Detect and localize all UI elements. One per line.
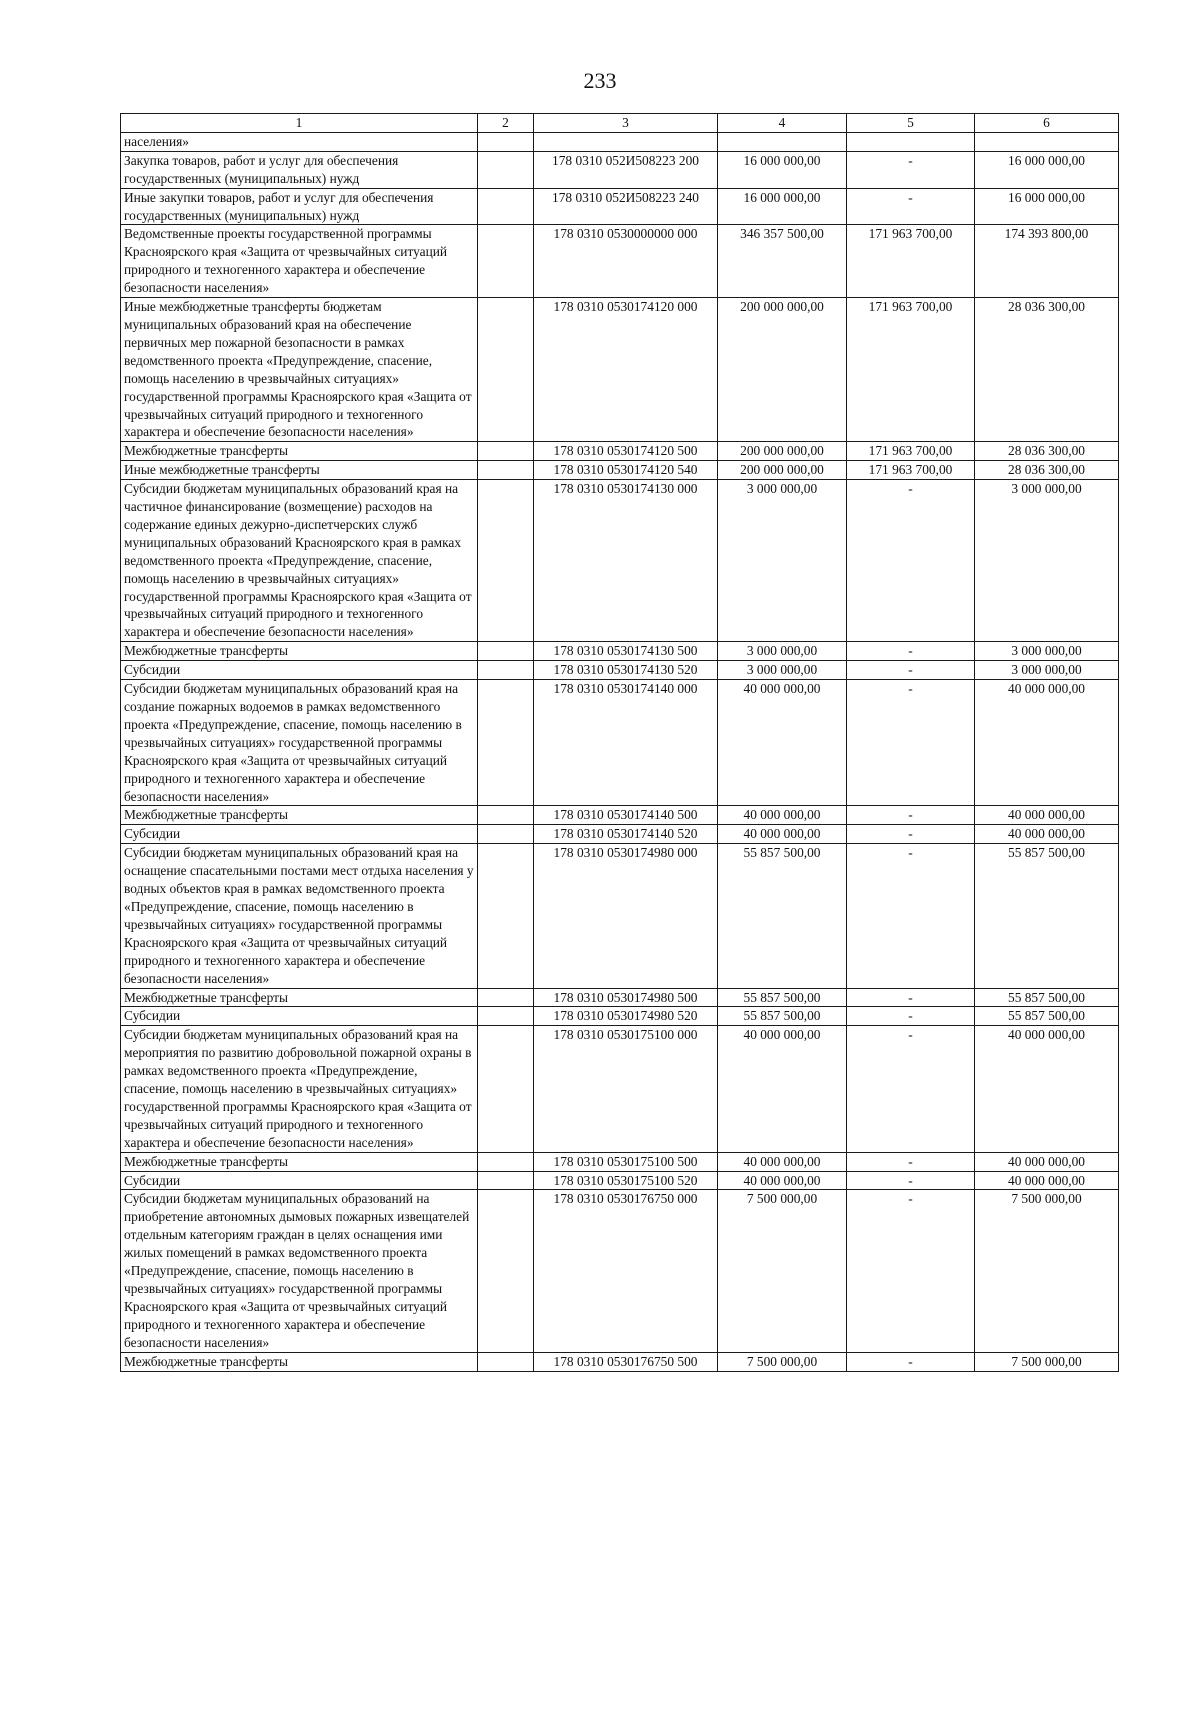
- row-col2-cell: [478, 844, 534, 988]
- row-col2-cell: [478, 298, 534, 442]
- col-header-2: 2: [478, 114, 534, 133]
- table-row: [121, 298, 1119, 442]
- row-value6-cell: 28 036 300,00: [975, 442, 1119, 461]
- row-value4-cell: 3 000 000,00: [718, 661, 847, 680]
- row-name-cell: Межбюджетные трансферты: [121, 988, 478, 1007]
- row-col2-cell: [478, 642, 534, 661]
- row-code-cell: 178 0310 0530174130 500: [534, 642, 718, 661]
- row-value6-cell: 3 000 000,00: [975, 642, 1119, 661]
- row-name-cell: Субсидии: [121, 825, 478, 844]
- table-row: [121, 1026, 1119, 1152]
- row-code-cell: 178 0310 0530175100 500: [534, 1152, 718, 1171]
- row-value5-cell: -: [847, 806, 975, 825]
- row-value5-cell: -: [847, 844, 975, 988]
- row-name-cell: населения»: [121, 132, 478, 151]
- row-value5-cell: -: [847, 188, 975, 225]
- row-name-cell: Субсидии: [121, 661, 478, 680]
- row-value4-cell: 55 857 500,00: [718, 988, 847, 1007]
- header-row: [121, 114, 1119, 133]
- row-value4-cell: 40 000 000,00: [718, 680, 847, 806]
- row-value4-cell: 16 000 000,00: [718, 188, 847, 225]
- row-value4-cell: [718, 132, 847, 151]
- row-name-cell: Субсидии бюджетам муниципальных образований края на создание пожарных водоемов в рамках ведомственного проекта «Предупреждение, спасение, помощь населению в чрезвычайных ситуациях» государственной программы Красноярского края «Защита от чрезвычайных ситуаций природного и техногенного характера и обеспечение безопасности населения»: [121, 680, 478, 806]
- row-value5-cell: 171 963 700,00: [847, 461, 975, 480]
- row-code-cell: 178 0310 0530174140 520: [534, 825, 718, 844]
- row-code-cell: 178 0310 0530174130 000: [534, 480, 718, 642]
- row-code-cell: 178 0310 052И508223 200: [534, 151, 718, 188]
- row-code-cell: 178 0310 0530174120 500: [534, 442, 718, 461]
- row-value5-cell: -: [847, 642, 975, 661]
- col-header-5: 5: [847, 114, 975, 133]
- row-value6-cell: 55 857 500,00: [975, 988, 1119, 1007]
- row-name-cell: Субсидии: [121, 1007, 478, 1026]
- row-code-cell: 178 0310 0530175100 520: [534, 1171, 718, 1190]
- table-row: [121, 442, 1119, 461]
- row-value5-cell: 171 963 700,00: [847, 225, 975, 298]
- row-value5-cell: -: [847, 680, 975, 806]
- row-value4-cell: 200 000 000,00: [718, 442, 847, 461]
- row-code-cell: 178 0310 0530174130 520: [534, 661, 718, 680]
- page-number: 233: [583, 68, 617, 93]
- row-value4-cell: 40 000 000,00: [718, 825, 847, 844]
- row-value6-cell: 16 000 000,00: [975, 151, 1119, 188]
- row-value5-cell: -: [847, 1152, 975, 1171]
- row-code-cell: 178 0310 0530174120 540: [534, 461, 718, 480]
- table-row: [121, 151, 1119, 188]
- row-name-cell: Межбюджетные трансферты: [121, 1352, 478, 1371]
- row-name-cell: Межбюджетные трансферты: [121, 806, 478, 825]
- table-row: [121, 680, 1119, 806]
- row-value4-cell: 40 000 000,00: [718, 1171, 847, 1190]
- row-value5-cell: -: [847, 1190, 975, 1352]
- row-value5-cell: -: [847, 1352, 975, 1371]
- row-value5-cell: -: [847, 1171, 975, 1190]
- table-row: [121, 188, 1119, 225]
- row-col2-cell: [478, 988, 534, 1007]
- row-value4-cell: 40 000 000,00: [718, 806, 847, 825]
- table-row: [121, 988, 1119, 1007]
- row-value4-cell: 3 000 000,00: [718, 480, 847, 642]
- row-value6-cell: 40 000 000,00: [975, 680, 1119, 806]
- row-name-cell: Иные межбюджетные трансферты бюджетам муниципальных образований края на обеспечение первичных мер пожарной безопасности в рамках ведомственного проекта «Предупреждение, спасение, помощь населению в чрезвычайных ситуациях» государственной программы Красноярского края «Защита от чрезвычайных ситуаций природного и техногенного характера и обеспечение безопасности населения»: [121, 298, 478, 442]
- row-code-cell: 178 0310 0530174980 520: [534, 1007, 718, 1026]
- row-value6-cell: 7 500 000,00: [975, 1352, 1119, 1371]
- row-code-cell: 178 0310 0530175100 000: [534, 1026, 718, 1152]
- row-col2-cell: [478, 188, 534, 225]
- table-row: [121, 1152, 1119, 1171]
- row-value5-cell: -: [847, 661, 975, 680]
- row-col2-cell: [478, 680, 534, 806]
- table-row: [121, 806, 1119, 825]
- row-code-cell: 178 0310 0530174980 000: [534, 844, 718, 988]
- table-row: [121, 1171, 1119, 1190]
- row-value6-cell: 55 857 500,00: [975, 844, 1119, 988]
- row-col2-cell: [478, 825, 534, 844]
- table-body: [121, 132, 1119, 1371]
- row-col2-cell: [478, 480, 534, 642]
- row-value5-cell: 171 963 700,00: [847, 298, 975, 442]
- row-name-cell: Межбюджетные трансферты: [121, 1152, 478, 1171]
- row-value6-cell: 40 000 000,00: [975, 1026, 1119, 1152]
- row-name-cell: Межбюджетные трансферты: [121, 442, 478, 461]
- row-name-cell: Ведомственные проекты государственной программы Красноярского края «Защита от чрезвычайных ситуаций природного и техногенного характера и обеспечение безопасности населения»: [121, 225, 478, 298]
- row-value6-cell: 7 500 000,00: [975, 1190, 1119, 1352]
- row-value4-cell: 16 000 000,00: [718, 151, 847, 188]
- budget-table: [120, 113, 1119, 1372]
- row-code-cell: [534, 132, 718, 151]
- row-col2-cell: [478, 1026, 534, 1152]
- row-name-cell: Иные межбюджетные трансферты: [121, 461, 478, 480]
- row-value4-cell: 200 000 000,00: [718, 461, 847, 480]
- row-value6-cell: 28 036 300,00: [975, 298, 1119, 442]
- row-code-cell: 178 0310 0530000000 000: [534, 225, 718, 298]
- row-value6-cell: [975, 132, 1119, 151]
- row-code-cell: 178 0310 0530174980 500: [534, 988, 718, 1007]
- row-code-cell: 178 0310 0530174120 000: [534, 298, 718, 442]
- table-row: [121, 1007, 1119, 1026]
- row-name-cell: Субсидии бюджетам муниципальных образований края на оснащение спасательными постами мест отдыха населения у водных объектов края в рамках ведомственного проекта «Предупреждение, спасение, помощь населению в чрезвычайных ситуациях» государственной программы Красноярского края «Защита от чрезвычайных ситуаций природного и техногенного характера и обеспечение безопасности населения»: [121, 844, 478, 988]
- row-value6-cell: 3 000 000,00: [975, 480, 1119, 642]
- row-name-cell: Субсидии: [121, 1171, 478, 1190]
- row-col2-cell: [478, 1352, 534, 1371]
- table-row: [121, 825, 1119, 844]
- row-value6-cell: 16 000 000,00: [975, 188, 1119, 225]
- row-value6-cell: 40 000 000,00: [975, 825, 1119, 844]
- row-name-cell: Субсидии бюджетам муниципальных образований края на мероприятия по развитию добровольной пожарной охраны в рамках ведомственного проекта «Предупреждение, спасение, помощь населению в чрезвычайных ситуациях» государственной программы Красноярского края «Защита от чрезвычайных ситуаций природного и техногенного характера и обеспечение безопасности населения»: [121, 1026, 478, 1152]
- row-value6-cell: 40 000 000,00: [975, 806, 1119, 825]
- row-col2-cell: [478, 442, 534, 461]
- row-col2-cell: [478, 1007, 534, 1026]
- row-col2-cell: [478, 132, 534, 151]
- row-value6-cell: 55 857 500,00: [975, 1007, 1119, 1026]
- row-value5-cell: -: [847, 1007, 975, 1026]
- row-col2-cell: [478, 225, 534, 298]
- row-value4-cell: 7 500 000,00: [718, 1352, 847, 1371]
- row-value6-cell: 3 000 000,00: [975, 661, 1119, 680]
- row-code-cell: 178 0310 0530174140 000: [534, 680, 718, 806]
- row-value6-cell: 40 000 000,00: [975, 1152, 1119, 1171]
- row-value4-cell: 55 857 500,00: [718, 1007, 847, 1026]
- table-row: [121, 661, 1119, 680]
- row-value5-cell: -: [847, 151, 975, 188]
- table-row: [121, 1190, 1119, 1352]
- row-value4-cell: 40 000 000,00: [718, 1026, 847, 1152]
- row-value4-cell: 7 500 000,00: [718, 1190, 847, 1352]
- row-code-cell: 178 0310 0530176750 500: [534, 1352, 718, 1371]
- row-value4-cell: 40 000 000,00: [718, 1152, 847, 1171]
- table-row: [121, 480, 1119, 642]
- row-value4-cell: 3 000 000,00: [718, 642, 847, 661]
- col-header-6: 6: [975, 114, 1119, 133]
- row-col2-cell: [478, 151, 534, 188]
- row-code-cell: 178 0310 0530176750 000: [534, 1190, 718, 1352]
- col-header-3: 3: [534, 114, 718, 133]
- row-value5-cell: [847, 132, 975, 151]
- row-value5-cell: -: [847, 988, 975, 1007]
- row-name-cell: Иные закупки товаров, работ и услуг для обеспечения государственных (муниципальных) нужд: [121, 188, 478, 225]
- row-value6-cell: 28 036 300,00: [975, 461, 1119, 480]
- row-col2-cell: [478, 1152, 534, 1171]
- row-code-cell: 178 0310 052И508223 240: [534, 188, 718, 225]
- row-col2-cell: [478, 461, 534, 480]
- row-name-cell: Межбюджетные трансферты: [121, 642, 478, 661]
- row-col2-cell: [478, 806, 534, 825]
- row-name-cell: Закупка товаров, работ и услуг для обеспечения государственных (муниципальных) нужд: [121, 151, 478, 188]
- row-value4-cell: 346 357 500,00: [718, 225, 847, 298]
- row-name-cell: Субсидии бюджетам муниципальных образований на приобретение автономных дымовых пожарных извещателей отдельным категориям граждан в целях оснащения ими жилых помещений в рамках ведомственного проекта «Предупреждение, спасение, помощь населению в чрезвычайных ситуациях» государственной программы Красноярского края «Защита от чрезвычайных ситуаций природного и техногенного характера и обеспечение безопасности населения»: [121, 1190, 478, 1352]
- row-value5-cell: 171 963 700,00: [847, 442, 975, 461]
- row-col2-cell: [478, 661, 534, 680]
- row-value4-cell: 200 000 000,00: [718, 298, 847, 442]
- row-col2-cell: [478, 1171, 534, 1190]
- col-header-4: 4: [718, 114, 847, 133]
- table-row: [121, 642, 1119, 661]
- row-col2-cell: [478, 1190, 534, 1352]
- row-value6-cell: 40 000 000,00: [975, 1171, 1119, 1190]
- row-code-cell: 178 0310 0530174140 500: [534, 806, 718, 825]
- table-row: [121, 225, 1119, 298]
- row-value5-cell: -: [847, 1026, 975, 1152]
- table-row: [121, 1352, 1119, 1371]
- row-value5-cell: -: [847, 480, 975, 642]
- col-header-1: 1: [121, 114, 478, 133]
- row-value5-cell: -: [847, 825, 975, 844]
- table-row: [121, 132, 1119, 151]
- row-value6-cell: 174 393 800,00: [975, 225, 1119, 298]
- table-row: [121, 844, 1119, 988]
- row-value4-cell: 55 857 500,00: [718, 844, 847, 988]
- row-name-cell: Субсидии бюджетам муниципальных образований края на частичное финансирование (возмещение) расходов на содержание единых дежурно-диспетчерских служб муниципальных образований Красноярского края в рамках ведомственного проекта «Предупреждение, спасение, помощь населению в чрезвычайных ситуациях» государственной программы Красноярского края «Защита от чрезвычайных ситуаций природного и техногенного характера и обеспечение безопасности населения»: [121, 480, 478, 642]
- table-row: [121, 461, 1119, 480]
